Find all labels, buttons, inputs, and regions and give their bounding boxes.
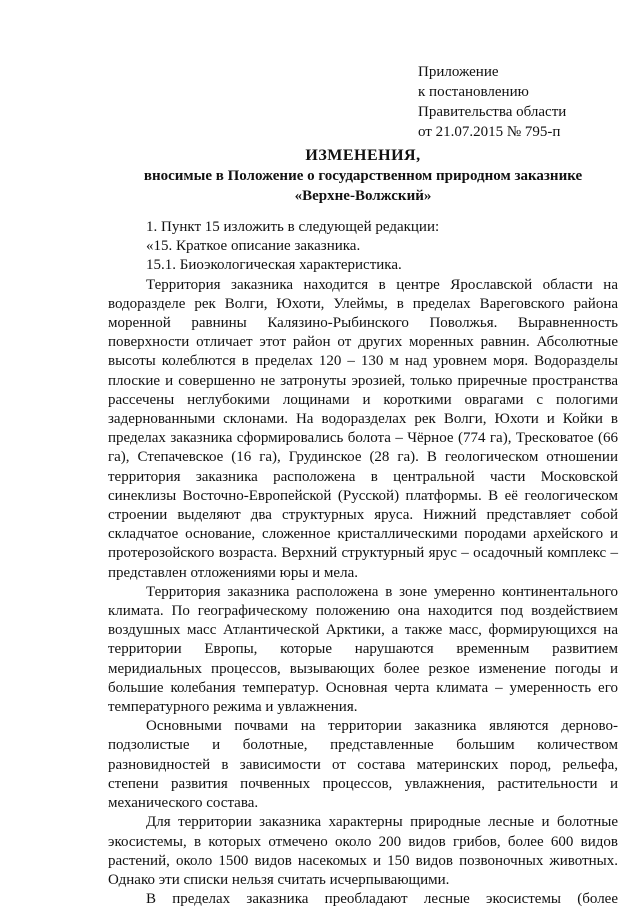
paragraph-section-15-1: 15.1. Биоэкологическая характеристика.	[146, 257, 402, 274]
appendix-resolution-line: к постановлению	[418, 84, 529, 100]
paragraph-soils: Основными почвами на территории заказника являются дерново-подзолистые и болотные, представленные большим количеством разновидностей в зависимости от состава материнских пород, рельефа, степени развития почвенных процессов, увлажнения, растительности и механического состава.	[108, 718, 618, 812]
appendix-date-number: от 21.07.2015 № 795-п	[418, 124, 561, 140]
paragraph-section-15: «15. Краткое описание заказника.	[146, 238, 361, 255]
appendix-label: Приложение	[418, 64, 499, 80]
title-heading: ИЗМЕНЕНИЯ,	[305, 147, 421, 164]
paragraph-item-1: 1. Пункт 15 изложить в следующей редакции:	[146, 219, 440, 235]
title-reserve-name: «Верхне-Волжский»	[294, 188, 432, 204]
document-title	[108, 146, 618, 206]
paragraph-geography: Территория заказника находится в центре Ярославской области на водоразделе рек Волги, Юхоти, Улеймы, в пределах Вареговского района моренной равнины Калязино-Рыбинского Поволжья. Выравненность поверхности отличает этот район от других моренных равнин. Абсолютные высоты колеблются в пределах 120 – 130 м над уровнем моря. Водоразделы плоские и совершенно не затронуты эрозией, только приречные пространства рассечены неглубокими лощинами и короткими оврагами с пологими задернованными склонами. На водоразделах рек Волги, Юхоти и Койки в пределах заказника сформировались болота – Чёрное (774 га), Тресковатое (66 га), Степачевское (16 га), Грудинское (28 га). В геологическом отношении территория заказника расположена в центральной части Московской синеклизы Восточно-Европейской (Русской) платформы. В её геологическом строении выделяют два структурных яруса. Нижний представляет собой складчатое основание, сложенное кристаллическими породами архейского и протерозойского возраста. Верхний структурный ярус – осадочный комплекс – представлен отложениями юры и мела.	[108, 276, 618, 581]
paragraph-ecosystems: Для территории заказника характерны природные лесные и болотные экосистемы, в которых отмечено около 200 видов грибов, более 600 видов растений, около 1500 видов насекомых и 150 видов позвоночных животных. Однако эти списки нельзя считать исчерпывающими.	[108, 814, 618, 888]
appendix-header	[418, 62, 566, 142]
appendix-government-line: Правительства области	[418, 104, 567, 120]
paragraph-forests: В пределах заказника преобладают лесные экосистемы (более	[146, 891, 618, 908]
document-body	[108, 218, 618, 909]
title-subject-line: вносимые в Положение о государственном природном заказнике	[143, 168, 583, 184]
paragraph-climate: Территория заказника расположена в зоне умеренно континентального климата. По географическому положению она находится под воздействием воздушных масс Атлантической Арктики, а также масс, формирующихся на территории Европы, которые нарушаются временным развитием меридиальных процессов, вызывающих более резкое изменение погоды и большие колебания температур. Основная черта климата – умеренность его температурного режима и увлажнения.	[108, 583, 618, 716]
